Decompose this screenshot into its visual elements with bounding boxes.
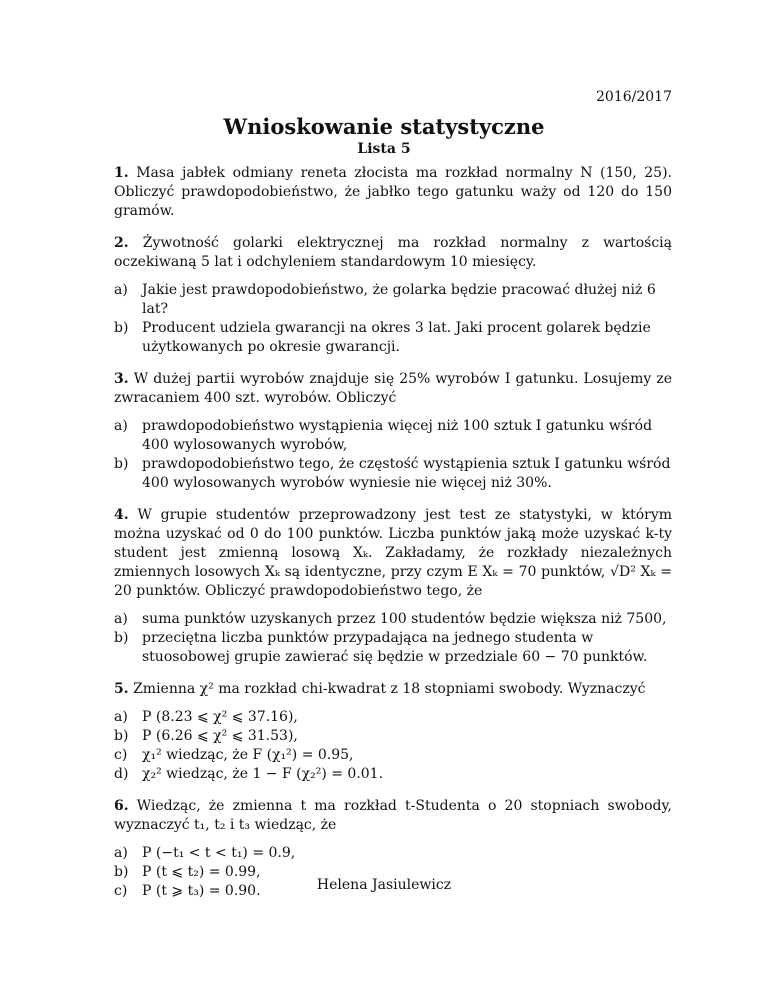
problem-statement <box>114 797 672 835</box>
item-text: przeciętna liczba punktów przypadająca na jednego studenta w stuosobowej grupie zawierać się będzie w przedziale 60 − 70 punktów. <box>142 630 648 665</box>
problem-number: 5. <box>114 681 129 697</box>
list-item <box>114 281 672 319</box>
item-text: P (6.26 ⩽ χ² ⩽ 31.53), <box>142 728 298 744</box>
item-text: P (−t₁ < t < t₁) = 0.9, <box>142 845 296 861</box>
item-label: a) <box>114 282 128 298</box>
problem-text: Wiedząc, że zmienna t ma rozkład t-Studenta o 20 stopniach swobody, wyznaczyć t₁, t₂ i t₃ wiedząc, że <box>114 798 672 833</box>
problem-statement <box>114 680 672 699</box>
problem-text: Żywotność golarki elektrycznej ma rozkład normalny z wartością oczekiwaną 5 lat i odchyleniem standardowym 10 miesięcy. <box>114 235 672 270</box>
item-label: b) <box>114 728 129 744</box>
item-label: a) <box>114 845 128 861</box>
problem-number: 1. <box>114 165 129 181</box>
item-label: a) <box>114 709 128 725</box>
problem-statement <box>114 370 672 408</box>
problem-statement <box>114 234 672 272</box>
problem-text: Masa jabłek odmiany reneta złocista ma rozkład normalny N (150, 25). Obliczyć prawdopodobieństwo, że jabłko tego gatunku waży od 120 do 150 gramów. <box>114 165 672 219</box>
problem-1 <box>114 164 672 221</box>
problem-text: W dużej partii wyrobów znajduje się 25% wyrobów I gatunku. Losujemy ze zwracaniem 400 szt. wyrobów. Obliczyć <box>114 371 672 406</box>
problem-5 <box>114 680 672 784</box>
item-label: d) <box>114 766 129 782</box>
list-item <box>114 319 672 357</box>
problem-text: Zmienna χ² ma rozkład chi-kwadrat z 18 stopniami swobody. Wyznaczyć <box>133 681 646 697</box>
academic-year: 2016/2017 <box>596 89 672 105</box>
item-text: Jakie jest prawdopodobieństwo, że golarka będzie pracować dłużej niż 6 lat? <box>142 282 656 317</box>
subitem-list <box>114 281 672 357</box>
problem-statement <box>114 164 672 221</box>
problem-number: 6. <box>114 798 129 814</box>
problem-statement <box>114 506 672 601</box>
list-item <box>114 844 672 863</box>
list-item <box>114 629 672 667</box>
list-item <box>114 455 672 493</box>
item-text: χ₂² wiedząc, że 1 − F (χ₂²) = 0.01. <box>142 766 384 782</box>
item-label: c) <box>114 883 128 899</box>
problem-number: 3. <box>114 371 129 387</box>
list-item <box>114 708 672 727</box>
problem-2 <box>114 234 672 357</box>
subitem-list <box>114 417 672 493</box>
item-text: P (8.23 ⩽ χ² ⩽ 37.16), <box>142 709 298 725</box>
document-title: Wnioskowanie statystyczne <box>223 114 545 139</box>
item-text: P (t ⩾ t₃) = 0.90. <box>142 883 261 899</box>
list-item <box>114 610 672 629</box>
subitem-list <box>114 610 672 667</box>
item-text: prawdopodobieństwo tego, że częstość wystąpienia sztuk I gatunku wśród 400 wylosowanych wyrobów wyniesie nie więcej niż 30%. <box>142 456 671 491</box>
item-text: Producent udziela gwarancji na okres 3 lat. Jaki procent golarek będzie użytkowanych po okresie gwarancji. <box>142 320 651 355</box>
item-label: a) <box>114 418 128 434</box>
problem-3 <box>114 370 672 493</box>
list-item <box>114 727 672 746</box>
problem-list <box>114 164 672 914</box>
problem-number: 4. <box>114 507 129 523</box>
list-item <box>114 765 672 784</box>
subitem-list <box>114 708 672 784</box>
item-text: prawdopodobieństwo wystąpienia więcej niż 100 sztuk I gatunku wśród 400 wylosowanych wyrobów, <box>142 418 653 453</box>
document-subtitle: Lista 5 <box>357 141 411 157</box>
list-item <box>114 417 672 455</box>
item-label: b) <box>114 456 129 472</box>
item-label: c) <box>114 747 128 763</box>
item-text: suma punktów uzyskanych przez 100 studentów będzie większa niż 7500, <box>142 611 667 627</box>
item-label: b) <box>114 864 129 880</box>
list-item <box>114 746 672 765</box>
problem-text: W grupie studentów przeprowadzony jest test ze statystyki, w którym można uzyskać od 0 do 100 punktów. Liczba punktów jaką może uzyskać k-ty student jest zmienną losową Xₖ. Zakładamy, że rozkłady niezależnych zmiennych losowych Xₖ są identyczne, przy czym E Xₖ = 70 punktów, √D² Xₖ = 20 punktów. Obliczyć prawdopodobieństwo tego, że <box>114 507 673 599</box>
problem-number: 2. <box>114 235 129 251</box>
item-text: P (t ⩽ t₂) = 0.99, <box>142 864 261 880</box>
item-label: b) <box>114 630 129 646</box>
author-name: Helena Jasiulewicz <box>316 877 452 893</box>
problem-4 <box>114 506 672 667</box>
item-label: b) <box>114 320 129 336</box>
item-label: a) <box>114 611 128 627</box>
item-text: χ₁² wiedząc, że F (χ₁²) = 0.95, <box>142 747 354 763</box>
